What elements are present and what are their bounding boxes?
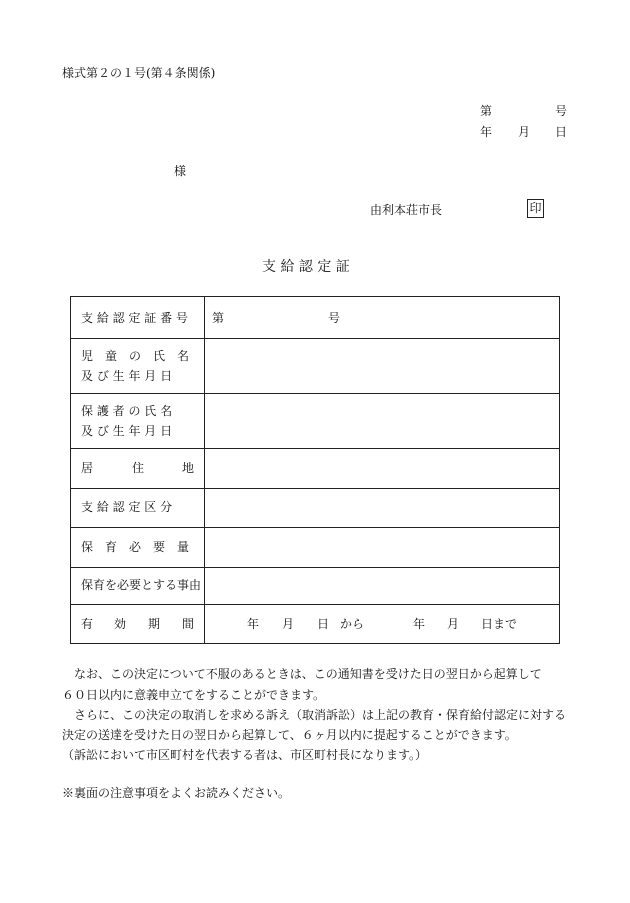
row-label-guardian-name: 保 護 者 の 氏 名 <box>81 404 173 418</box>
date-hi: 日 <box>555 125 568 139</box>
document-title: 支 給 認 定 証 <box>262 259 350 275</box>
validity-kara: から <box>340 617 365 631</box>
row-label-child-birthdate: 及 び 生 年 月 日 <box>81 369 173 383</box>
certificate-number-dai: 第 <box>212 311 225 325</box>
table-border-left <box>70 296 71 644</box>
certificate-number-go: 号 <box>328 311 341 325</box>
row-label-childcare-amount: 保 育 必 要 量 <box>81 540 190 554</box>
row-label-certification-category: 支 給 認 定 区 分 <box>81 500 173 514</box>
row-label-child-name: 児 童 の 氏 名 <box>81 349 190 363</box>
row-label-validity-3: 期 <box>148 617 161 631</box>
table-column-divider <box>204 296 205 644</box>
note-line-5: （訴訟において市区町村を代表する者は、市区町村長になります。） <box>62 748 428 762</box>
table-border-bottom <box>70 643 560 644</box>
form-number: 様式第２の１号(第４条関係) <box>62 66 216 80</box>
certificate-table <box>70 296 560 644</box>
issuer-name: 由利本荘市長 <box>370 203 443 217</box>
row-label-validity-1: 有 <box>81 617 94 631</box>
validity-from-nen: 年 <box>247 617 260 631</box>
addressee-sama: 様 <box>174 164 187 178</box>
row-label-address-3: 地 <box>182 461 195 475</box>
note-line-4: 決定の送達を受けた日の翌日から起算して、６ヶ月以内に提起することができます。 <box>62 728 517 742</box>
note-line-2: ６０日以内に意義申立てをすることができます。 <box>62 688 326 702</box>
table-border-top <box>70 296 560 297</box>
doc-number-dai: 第 <box>480 104 493 118</box>
row-label-validity-4: 間 <box>182 617 195 631</box>
table-divider <box>70 448 560 449</box>
row-label-address-1: 居 <box>81 461 94 475</box>
row-label-address-2: 住 <box>132 461 145 475</box>
validity-to-tsuki: 月 <box>447 617 460 631</box>
row-label-validity-2: 効 <box>114 617 127 631</box>
validity-from-tsuki: 月 <box>282 617 295 631</box>
doc-number-go: 号 <box>555 104 568 118</box>
table-divider <box>70 338 560 339</box>
date-tsuki: 月 <box>518 125 531 139</box>
table-divider <box>70 604 560 605</box>
date-nen: 年 <box>480 125 493 139</box>
seal-stamp: 印 <box>527 199 544 218</box>
validity-to-nen: 年 <box>413 617 426 631</box>
table-divider <box>70 567 560 568</box>
table-divider <box>70 527 560 528</box>
table-divider <box>70 488 560 489</box>
row-label-guardian-birthdate: 及 び 生 年 月 日 <box>81 424 173 438</box>
row-label-certificate-number: 支 給 認 定 証 番 号 <box>81 311 188 325</box>
footer-note: ※裏面の注意事項をよくお読みください。 <box>62 786 291 800</box>
table-divider <box>70 393 560 394</box>
note-line-3: さらに、この決定の取消しを求める訴え（取消訴訟）は上記の教育・保育給付認定に対する <box>74 708 567 722</box>
validity-to-hi: 日まで <box>481 617 518 631</box>
table-border-right <box>559 296 560 644</box>
note-line-1: なお、この決定について不服のあるときは、この通知書を受けた日の翌日から起算して <box>74 667 542 681</box>
validity-from-hi: 日 <box>317 617 330 631</box>
row-label-childcare-reason: 保育を必要とする事由 <box>81 578 202 592</box>
